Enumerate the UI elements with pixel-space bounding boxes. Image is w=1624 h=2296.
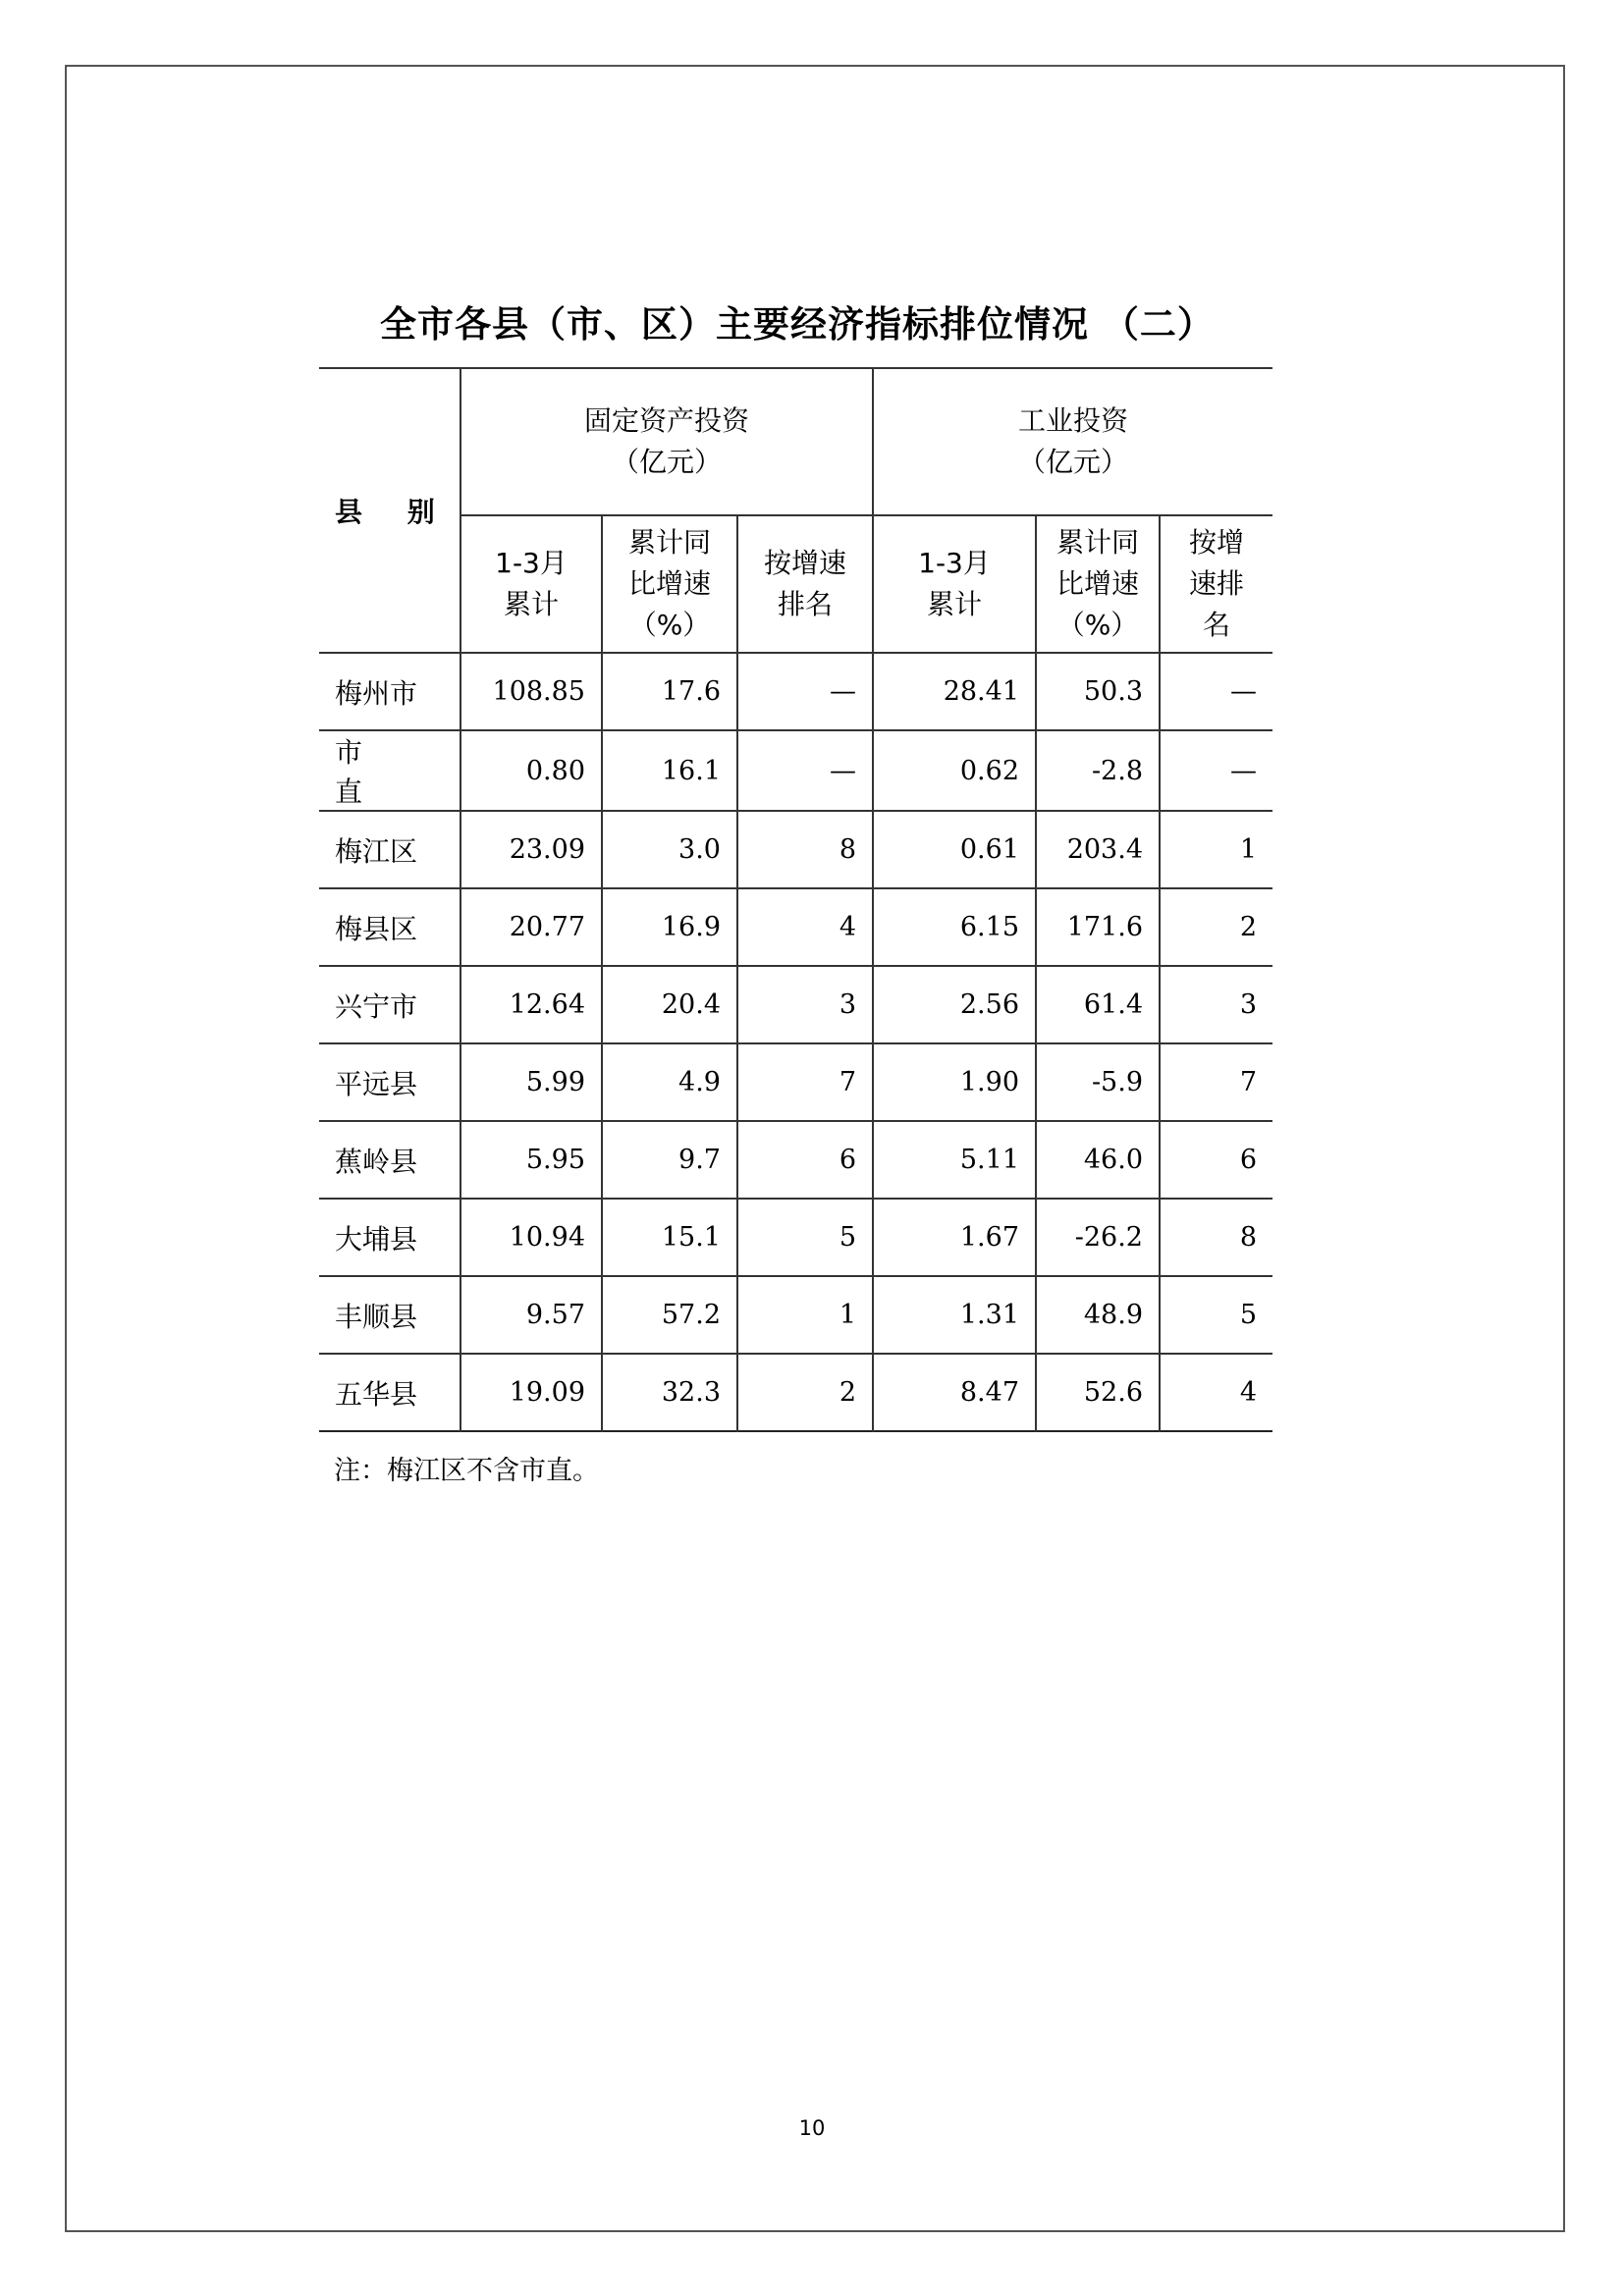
ind-total-cell: 8.47 <box>873 1354 1036 1431</box>
header-row-sub <box>319 515 1272 653</box>
table-row <box>319 811 1272 888</box>
fixed-rank-cell: 2 <box>737 1354 873 1431</box>
header-row-group <box>319 368 1272 515</box>
ind-rank-cell: 6 <box>1160 1121 1272 1199</box>
fixed-total-cell: 5.99 <box>460 1043 602 1121</box>
industry-growth-header: 累计同 比增速 （%） <box>1036 515 1160 653</box>
county-cell: 蕉岭县 <box>335 1145 418 1178</box>
page-number: 10 <box>798 2116 826 2140</box>
ind-total-cell: 6.15 <box>873 888 1036 966</box>
fixed-rank-cell: 4 <box>737 888 873 966</box>
county-column-header: 县 别 <box>335 496 453 528</box>
ind-total-cell: 0.62 <box>873 730 1036 811</box>
county-cell: 梅县区 <box>335 912 418 945</box>
table-row <box>319 1199 1272 1276</box>
page-title: 全市各县（市、区）主要经济指标排位情况 （二） <box>380 303 1215 346</box>
county-cell: 梅州市 <box>335 676 418 710</box>
fixed-total-cell: 0.80 <box>460 730 602 811</box>
ind-rank-cell: — <box>1160 730 1272 811</box>
ind-growth-cell: 203.4 <box>1036 811 1160 888</box>
fixed-growth-cell: 15.1 <box>602 1199 737 1276</box>
table-row <box>319 888 1272 966</box>
table-row <box>319 1121 1272 1199</box>
fixed-total-cell: 19.09 <box>460 1354 602 1431</box>
county-cell: 平远县 <box>335 1067 418 1100</box>
ind-total-cell: 0.61 <box>873 811 1036 888</box>
ind-rank-cell: — <box>1160 653 1272 730</box>
ind-growth-cell: 52.6 <box>1036 1354 1160 1431</box>
fixed-total-cell: 20.77 <box>460 888 602 966</box>
fixed-total-cell: 23.09 <box>460 811 602 888</box>
county-cell: 丰顺县 <box>335 1300 418 1333</box>
ind-rank-cell: 4 <box>1160 1354 1272 1431</box>
industrial-investment-header: 工业投资 （亿元） <box>873 368 1272 515</box>
fixed-rank-cell: 3 <box>737 966 873 1043</box>
table-row <box>319 653 1272 730</box>
fixed-total-cell: 108.85 <box>460 653 602 730</box>
county-cell: 梅江区 <box>335 834 418 868</box>
fixed-growth-cell: 9.7 <box>602 1121 737 1199</box>
fixed-rank-cell: 1 <box>737 1276 873 1354</box>
fixed-rank-cell: 5 <box>737 1199 873 1276</box>
fixed-growth-cell: 16.9 <box>602 888 737 966</box>
fixed-total-cell: 10.94 <box>460 1199 602 1276</box>
fixed-growth-cell: 16.1 <box>602 730 737 811</box>
fixed-total-cell: 12.64 <box>460 966 602 1043</box>
ind-total-cell: 28.41 <box>873 653 1036 730</box>
ind-rank-cell: 1 <box>1160 811 1272 888</box>
fixed-rank-cell: — <box>737 653 873 730</box>
economic-indicator-table <box>319 367 1272 1432</box>
ind-growth-cell: 171.6 <box>1036 888 1160 966</box>
table-note: 注：梅江区不含市直。 <box>334 1456 599 1486</box>
ind-growth-cell: 46.0 <box>1036 1121 1160 1199</box>
ind-total-cell: 5.11 <box>873 1121 1036 1199</box>
table-row <box>319 1276 1272 1354</box>
fixed-growth-header: 累计同 比增速 （%） <box>602 515 737 653</box>
fixed-rank-cell: — <box>737 730 873 811</box>
fixed-total-header: 1-3月 累计 <box>460 515 602 653</box>
fixed-total-cell: 5.95 <box>460 1121 602 1199</box>
fixed-rank-header: 按增速 排名 <box>737 515 873 653</box>
fixed-growth-cell: 17.6 <box>602 653 737 730</box>
ind-growth-cell: 50.3 <box>1036 653 1160 730</box>
ind-total-cell: 1.31 <box>873 1276 1036 1354</box>
industry-rank-header: 按增 速排 名 <box>1160 515 1272 653</box>
table-row <box>319 730 1272 811</box>
table-row <box>319 966 1272 1043</box>
ind-total-cell: 1.67 <box>873 1199 1036 1276</box>
fixed-growth-cell: 32.3 <box>602 1354 737 1431</box>
fixed-rank-cell: 6 <box>737 1121 873 1199</box>
industry-total-header: 1-3月 累计 <box>873 515 1036 653</box>
county-cell: 市 直 <box>335 736 393 808</box>
county-cell: 五华县 <box>335 1377 418 1411</box>
ind-rank-cell: 7 <box>1160 1043 1272 1121</box>
fixed-growth-cell: 20.4 <box>602 966 737 1043</box>
ind-growth-cell: -26.2 <box>1036 1199 1160 1276</box>
table-body <box>319 653 1272 1431</box>
ind-growth-cell: -5.9 <box>1036 1043 1160 1121</box>
fixed-rank-cell: 8 <box>737 811 873 888</box>
table-row <box>319 1354 1272 1431</box>
ind-rank-cell: 3 <box>1160 966 1272 1043</box>
county-cell: 兴宁市 <box>335 989 418 1023</box>
ind-total-cell: 2.56 <box>873 966 1036 1043</box>
fixed-asset-investment-header: 固定资产投资 （亿元） <box>460 368 873 515</box>
ind-rank-cell: 5 <box>1160 1276 1272 1354</box>
ind-rank-cell: 8 <box>1160 1199 1272 1276</box>
fixed-total-cell: 9.57 <box>460 1276 602 1354</box>
fixed-rank-cell: 7 <box>737 1043 873 1121</box>
ind-rank-cell: 2 <box>1160 888 1272 966</box>
fixed-growth-cell: 3.0 <box>602 811 737 888</box>
table-row <box>319 1043 1272 1121</box>
fixed-growth-cell: 57.2 <box>602 1276 737 1354</box>
ind-growth-cell: -2.8 <box>1036 730 1160 811</box>
ind-growth-cell: 48.9 <box>1036 1276 1160 1354</box>
ind-total-cell: 1.90 <box>873 1043 1036 1121</box>
fixed-growth-cell: 4.9 <box>602 1043 737 1121</box>
county-cell: 大埔县 <box>335 1222 418 1255</box>
ind-growth-cell: 61.4 <box>1036 966 1160 1043</box>
